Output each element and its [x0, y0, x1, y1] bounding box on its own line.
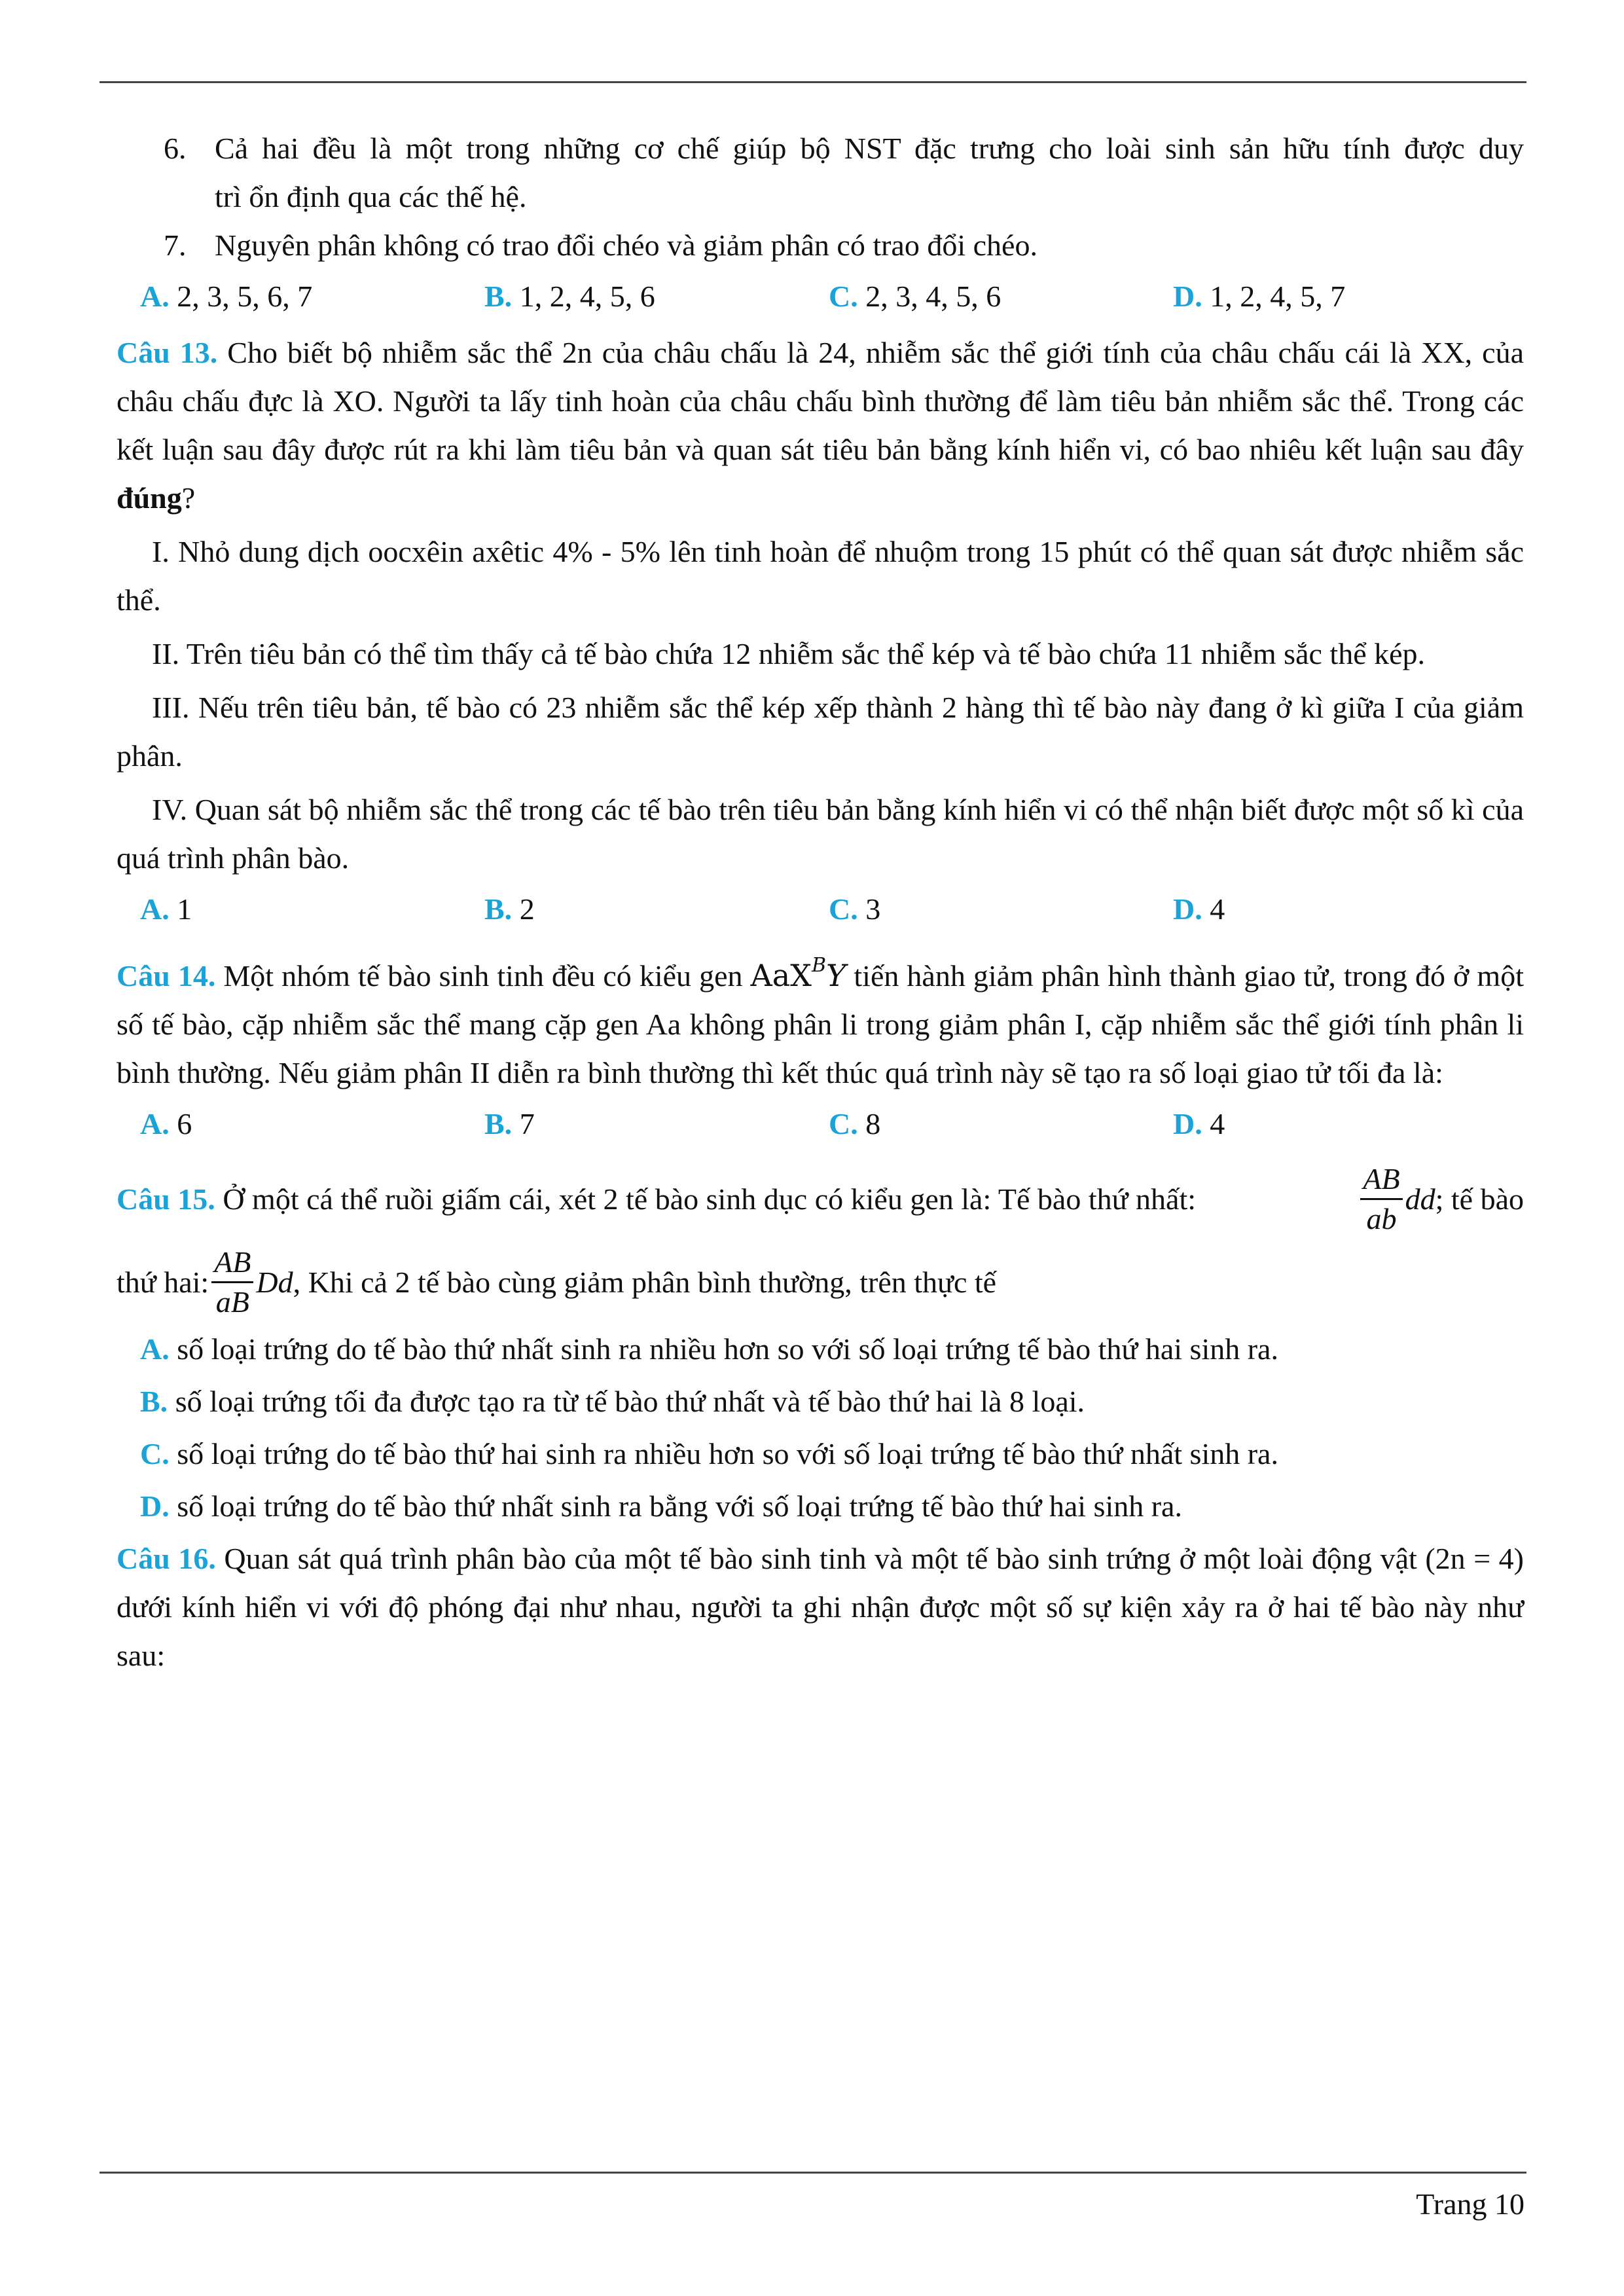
question-label: Câu 15.: [117, 1182, 215, 1216]
question-label: Câu 14.: [117, 959, 216, 993]
genotype-fraction-2: $\frac{AB}{aB}$: [211, 1243, 253, 1321]
page-number: Trang 10: [1416, 2187, 1525, 2221]
option-c: C. 2, 3, 4, 5, 6: [829, 280, 1001, 313]
option-d: D. số loại trứng do tế bào thứ nhất sinh ra bằng với số loại trứng tế bào thứ hai sinh ra.: [140, 1489, 1182, 1523]
question-15: [117, 1160, 1524, 1531]
question-stem-line1: Câu 15. Ở một cá thể ruồi giấm cái, xét 2 tế bào sinh dục có kiểu gen là: Tế bào thứ nhất: $\frac{AB}{ab}$ dd ; tế bào: [117, 1160, 1524, 1238]
question-13: [117, 329, 1524, 934]
option-a: A. 6: [140, 1107, 192, 1140]
option-d: D. 1, 2, 4, 5, 7: [1173, 280, 1346, 313]
q12-options: [117, 272, 1524, 321]
option-b: B. 1, 2, 4, 5, 6: [484, 280, 655, 313]
footer-rule: [99, 2172, 1526, 2174]
page-content: [117, 124, 1524, 1680]
genotype-formula: AaX$^B$Y: [750, 954, 846, 993]
question-stem: Câu 13. Cho biết bộ nhiễm sắc thể 2n của châu chấu là 24, nhiễm sắc thể giới tính của châu chấu cái là XX, của châu chấu đực là XO. Người ta lấy tinh hoàn của châu chấu bình thường để làm tiêu bản nhiễm sắc thể. Trong các kết luận sau đây được rút ra khi làm tiêu bản và quan sát tiêu bản bằng kính hiển vi, có bao nhiêu kết luận sau đây đúng?: [117, 336, 1524, 515]
header-rule: [99, 81, 1526, 83]
option-d: D. 4: [1173, 892, 1225, 926]
item-6-line2: trì ổn định qua các thế hệ.: [215, 180, 527, 213]
option-d: D. 4: [1173, 1107, 1225, 1140]
option-b: B. 7: [484, 1107, 535, 1140]
statement-2: II. Trên tiêu bản có thể tìm thấy cả tế bào chứa 12 nhiễm sắc thể kép và tế bào chứa 11 nhiễm sắc thể kép.: [152, 637, 1426, 670]
q13-options: [117, 885, 1524, 934]
question-label: Câu 13.: [117, 336, 218, 369]
q14-options: [117, 1100, 1524, 1148]
question-14: [117, 941, 1524, 1148]
option-a: A. 1: [140, 892, 192, 926]
statement-4: IV. Quan sát bộ nhiễm sắc thể trong các tế bào trên tiêu bản bằng kính hiển vi có thể nhận biết được một số kì của quá trình phân bào.: [117, 793, 1524, 875]
question-stem: Câu 14. Một nhóm tế bào sinh tinh đều có kiểu gen AaX$^B$Y tiến hành giảm phân hình thành giao tử, trong đó ở một số tế bào, cặp nhiễm sắc thể mang cặp gen Aa không phân li trong giảm phân I, cặp nhiễm sắc thể giới tính phân li bình thường. Nếu giảm phân II diễn ra bình thường thì kết thúc quá trình này sẽ tạo ra số loại giao tử tối đa là:: [117, 954, 1524, 1089]
statement-1: I. Nhỏ dung dịch oocxêin axêtic 4% - 5% lên tinh hoàn để nhuộm trong 15 phút có thể quan sát được nhiễm sắc thể.: [117, 535, 1524, 617]
list-item-7: [117, 221, 1524, 270]
question-16: [117, 1535, 1524, 1680]
item-number: 7.: [164, 228, 187, 262]
option-c: C. 3: [829, 892, 881, 926]
option-a: A. số loại trứng do tế bào thứ nhất sinh ra nhiều hơn so với số loại trứng tế bào thứ hai sinh ra.: [140, 1332, 1278, 1366]
option-b: B. 2: [484, 892, 535, 926]
item-6-line1: Cả hai đều là một trong những cơ chế giúp bộ NST đặc trưng cho loài sinh sản hữu tính được duy: [215, 132, 1524, 165]
option-c: C. số loại trứng do tế bào thứ hai sinh ra nhiều hơn so với số loại trứng tế bào thứ nhất sinh ra.: [140, 1437, 1278, 1470]
question-stem-line2: thứ hai: $\frac{AB}{aB}$ Dd , Khi cả 2 tế bào cùng giảm phân bình thường, trên thực tế: [117, 1243, 1524, 1321]
item-number: 6.: [164, 132, 187, 165]
option-b: B. số loại trứng tối đa được tạo ra từ tế bào thứ nhất và tế bào thứ hai là 8 loại.: [140, 1385, 1085, 1418]
item-7-text: Nguyên phân không có trao đổi chéo và giảm phân có trao đổi chéo.: [215, 228, 1038, 262]
option-a: A. 2, 3, 5, 6, 7: [140, 280, 313, 313]
list-item-6: [117, 124, 1524, 221]
question-stem: Câu 16. Quan sát quá trình phân bào của một tế bào sinh tinh và một tế bào sinh trứng ở một loài động vật (2n = 4) dưới kính hiển vi với độ phóng đại như nhau, người ta ghi nhận được một số sự kiện xảy ra ở hai tế bào này như sau:: [117, 1542, 1525, 1672]
option-c: C. 8: [829, 1107, 881, 1140]
statement-3: III. Nếu trên tiêu bản, tế bào có 23 nhiễm sắc thể kép xếp thành 2 hàng thì tế bào này đang ở kì giữa I của giảm phân.: [117, 691, 1524, 773]
genotype-fraction-1: $\frac{AB}{ab}$: [1360, 1160, 1402, 1238]
question-label: Câu 16.: [117, 1542, 216, 1575]
